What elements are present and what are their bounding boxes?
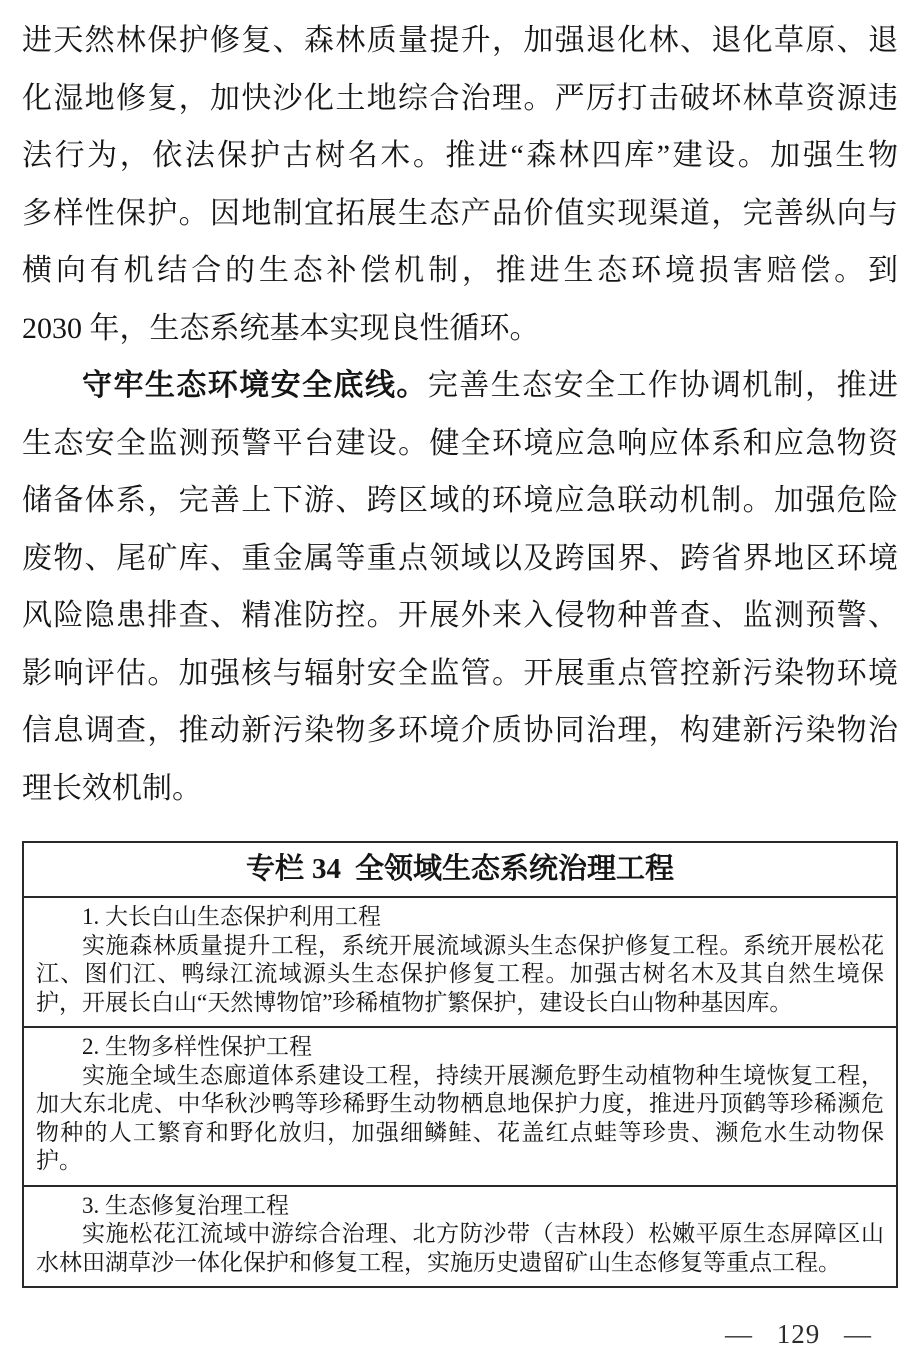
panel-title <box>24 843 896 896</box>
panel-section-title: 3. 生态修复治理工程 <box>82 1192 289 1218</box>
panel-section <box>24 896 896 1026</box>
text-line: 进天然林保护修复、森林质量提升，加强退化林、退化草原、退 <box>22 24 898 57</box>
panel-section <box>24 1026 896 1185</box>
panel-box <box>22 841 898 1288</box>
panel-section-title: 1. 大长白山生态保护利用工程 <box>82 904 381 929</box>
panel-title-label: 专栏 <box>245 853 304 885</box>
panel-section-title: 2. 生物多样性保护工程 <box>82 1034 312 1059</box>
text-line <box>22 357 898 415</box>
panel-section <box>24 1185 896 1287</box>
panel-title-main: 全领域生态系统治理工程 <box>355 853 675 885</box>
text-line: 储备体系，完善上下游、跨区域的环境应急联动机制。加强危险 <box>22 484 898 517</box>
text-line: 法行为，依法保护古树名木。推进“森林四库”建设。加强生物 <box>22 139 898 172</box>
panel-section-body: 实施森林质量提升工程，系统开展流域源头生态保护修复工程。系统开展松花江、图们江、鸭绿江流域源头生态保护修复工程。加强古树名木及其自然生境保护，开展长白山“天然博物馆”珍稀植物扩繁保护，建设长白山物种基因库。 <box>36 932 884 1015</box>
text-line: 理长效机制。 <box>22 771 202 805</box>
bold-lead-text: 守牢生态环境安全底线。 <box>82 369 428 402</box>
text-line: 信息调查，推动新污染物多环境介质协同治理，构建新污染物治 <box>22 714 898 747</box>
text-line: 生态安全监测预警平台建设。健全环境应急响应体系和应急物资 <box>22 426 898 460</box>
text-line: 影响评估。加强核与辐射安全监管。开展重点管控新污染物环境 <box>22 656 898 690</box>
panel-section-body: 实施松花江流域中游综合治理、北方防沙带（吉林段）松嫩平原生态屏障区山水林田湖草沙一体化保护和修复工程，实施历史遗留矿山生态修复等重点工程。 <box>36 1221 884 1275</box>
text-line: 横向有机结合的生态补偿机制，推进生态环境损害赔偿。到 <box>22 254 898 287</box>
text-line: 化湿地修复，加快沙化土地综合治理。严厉打击破坏林草资源违 <box>22 81 898 115</box>
text-line: 多样性保护。因地制宜拓展生态产品价值实现渠道，完善纵向与 <box>22 196 898 230</box>
text-line: 2030 年，生态系统基本实现良性循环。 <box>22 311 540 345</box>
line-text: 完善生态安全工作协调机制，推进 <box>427 369 898 402</box>
panel-sections <box>24 896 896 1286</box>
text-line: 废物、尾矿库、重金属等重点领域以及跨国界、跨省界地区环境 <box>22 541 898 575</box>
page-number: — 129 — <box>725 1319 872 1349</box>
text-line: 风险隐患排查、精准防控。开展外来入侵物种普查、监测预警、 <box>22 599 898 632</box>
panel-title-number: 34 <box>312 853 341 885</box>
panel-section-body: 实施全域生态廊道体系建设工程，持续开展濒危野生动植物种生境恢复工程，加大东北虎、中华秋沙鸭等珍稀野生动物栖息地保护力度，推进丹顶鹤等珍稀濒危物种的人工繁育和野化放归，加强细鳞鲑、花盖红点蛙等珍贵、濒危水生动物保护。 <box>36 1062 884 1173</box>
